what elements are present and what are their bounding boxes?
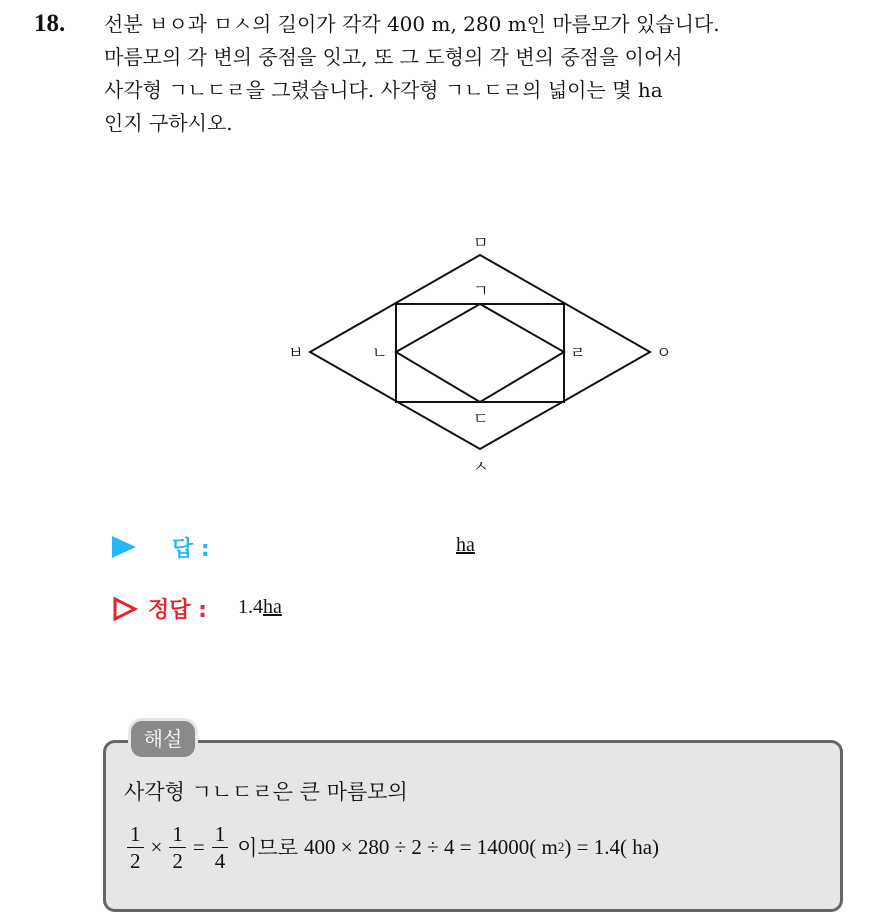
fraction: [169, 821, 186, 874]
formula-result: ) = 1.4( ha): [564, 834, 660, 859]
correct-value-number: 1.4: [238, 596, 263, 618]
answer-row: [112, 532, 532, 566]
formula-superscript: 2: [557, 839, 565, 854]
correct-answer-row: [112, 593, 532, 627]
answer-label: 답 :: [172, 537, 210, 562]
formula-expression: 400 × 280 ÷ 2 ÷ 4 = 14000( m: [304, 834, 558, 859]
fraction-numerator: 1: [169, 821, 186, 848]
explanation-formula: [124, 814, 659, 880]
fraction-numerator: 1: [127, 821, 144, 848]
vertex-label-d: ㄷ: [473, 409, 489, 428]
vertex-label-o: ㅇ: [656, 343, 672, 362]
fraction-denominator: 2: [172, 848, 183, 873]
vertex-label-b: ㅂ: [288, 343, 304, 362]
question-number: 18.: [34, 10, 66, 37]
explanation-tab: 해설: [128, 718, 198, 760]
correct-answer-label: 정답 :: [148, 598, 207, 623]
vertex-label-g: ㄱ: [473, 281, 489, 300]
question-line: 사각형 ㄱㄴㄷㄹ을 그렸습니다. 사각형 ㄱㄴㄷㄹ의 넓이는 몇 ha: [104, 78, 663, 102]
vertex-label-r: ㄹ: [570, 343, 586, 362]
vertex-label-s: ㅅ: [473, 457, 489, 476]
question-line: 인지 구하시오.: [104, 111, 233, 135]
answer-unit: ha: [456, 534, 475, 556]
inner-rhombus: [396, 304, 564, 402]
question-line: 마름모의 각 변의 중점을 잇고, 또 그 도형의 각 변의 중점을 이어서: [104, 45, 683, 69]
question-line: 선분 ㅂㅇ과 ㅁㅅ의 길이가 각각 400 m, 280 m인 마름모가 있습니다.: [104, 12, 720, 36]
outline-triangle-icon: [112, 596, 138, 622]
fraction: [212, 821, 229, 874]
fraction-numerator: 1: [212, 821, 229, 848]
question-text: [104, 8, 864, 140]
vertex-label-m: ㅁ: [473, 233, 489, 252]
operator: =: [192, 834, 205, 859]
mid-rectangle: [396, 304, 564, 402]
rhombus-figure: [286, 228, 676, 480]
formula-text: 이므로: [237, 836, 299, 860]
correct-answer-value: [238, 596, 282, 619]
vertex-label-n: ㄴ: [372, 343, 388, 362]
triangle-icon: [112, 536, 136, 558]
correct-value-unit: ha: [263, 596, 282, 618]
fraction: [127, 821, 144, 874]
explanation-line: 사각형 ㄱㄴㄷㄹ은 큰 마름모의: [124, 780, 408, 804]
operator: ×: [150, 834, 163, 859]
fraction-denominator: 2: [130, 848, 141, 873]
fraction-denominator: 4: [214, 848, 226, 873]
